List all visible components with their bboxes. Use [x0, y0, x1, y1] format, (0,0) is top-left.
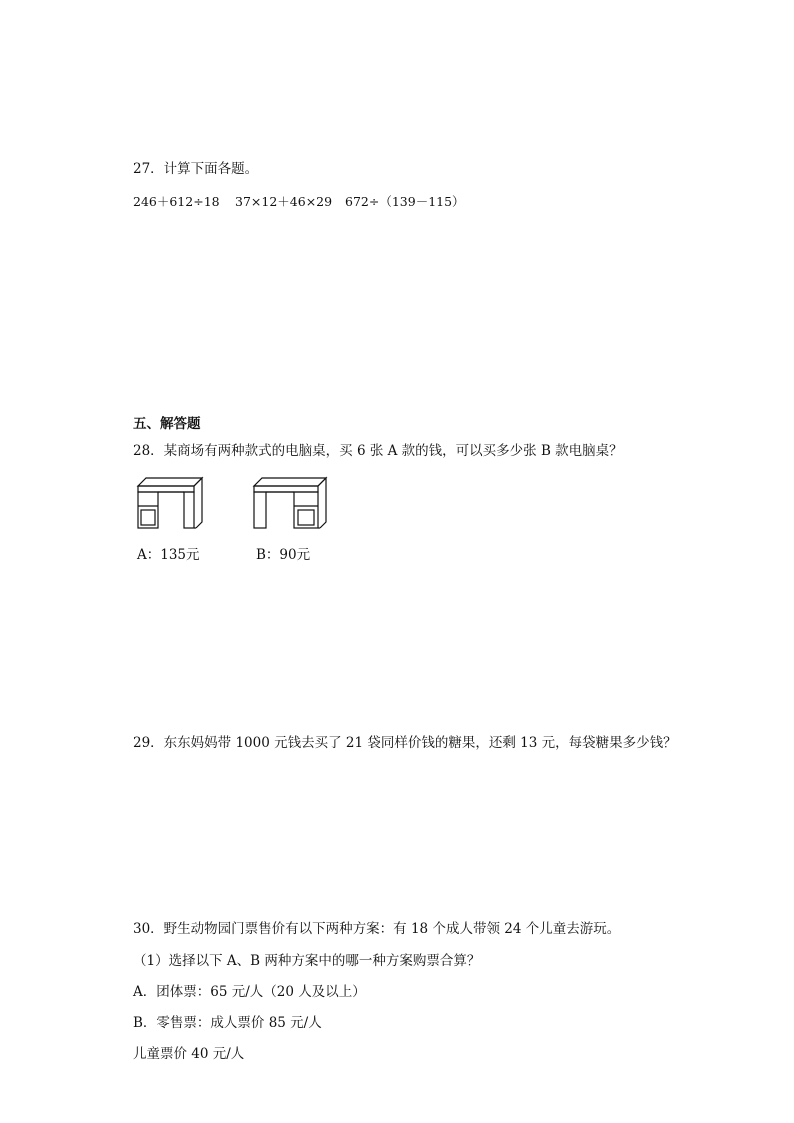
q28-text: 28．某商场有两种款式的电脑桌，买 6 张 A 款的钱，可以买多少张 B 款电脑桌？	[133, 443, 623, 459]
q27-expression-3: 672÷（139－115）	[345, 194, 465, 209]
q30-option-b-child: 儿童票价 40 元/人	[133, 1046, 245, 1062]
desk-b-image	[252, 476, 328, 530]
section-heading: 五、解答题	[133, 416, 201, 432]
q30-option-a: A．团体票：65 元/人（20 人及以上）	[133, 984, 366, 1000]
desk-a-label: A：135元	[137, 547, 200, 563]
desk-a-image	[136, 476, 204, 530]
desk-b-label: B：90元	[256, 547, 311, 563]
q29-text: 29．东东妈妈带 1000 元钱去买了 21 袋同样价钱的糖果，还剩 13 元，每袋糖果多少钱？	[133, 735, 677, 751]
q27-expression-1: 246＋612÷18	[133, 194, 220, 209]
q30-option-b: B．零售票：成人票价 85 元/人	[133, 1015, 322, 1031]
q27-title: 27．计算下面各题。	[133, 161, 259, 177]
q30-text: 30．野生动物园门票售价有以下两种方案：有 18 个成人带领 24 个儿童去游玩。	[133, 921, 621, 937]
q30-sub1: （1）选择以下 A、B 两种方案中的哪一种方案购票合算？	[133, 953, 481, 969]
q27-expression-2: 37×12＋46×29	[235, 194, 333, 209]
